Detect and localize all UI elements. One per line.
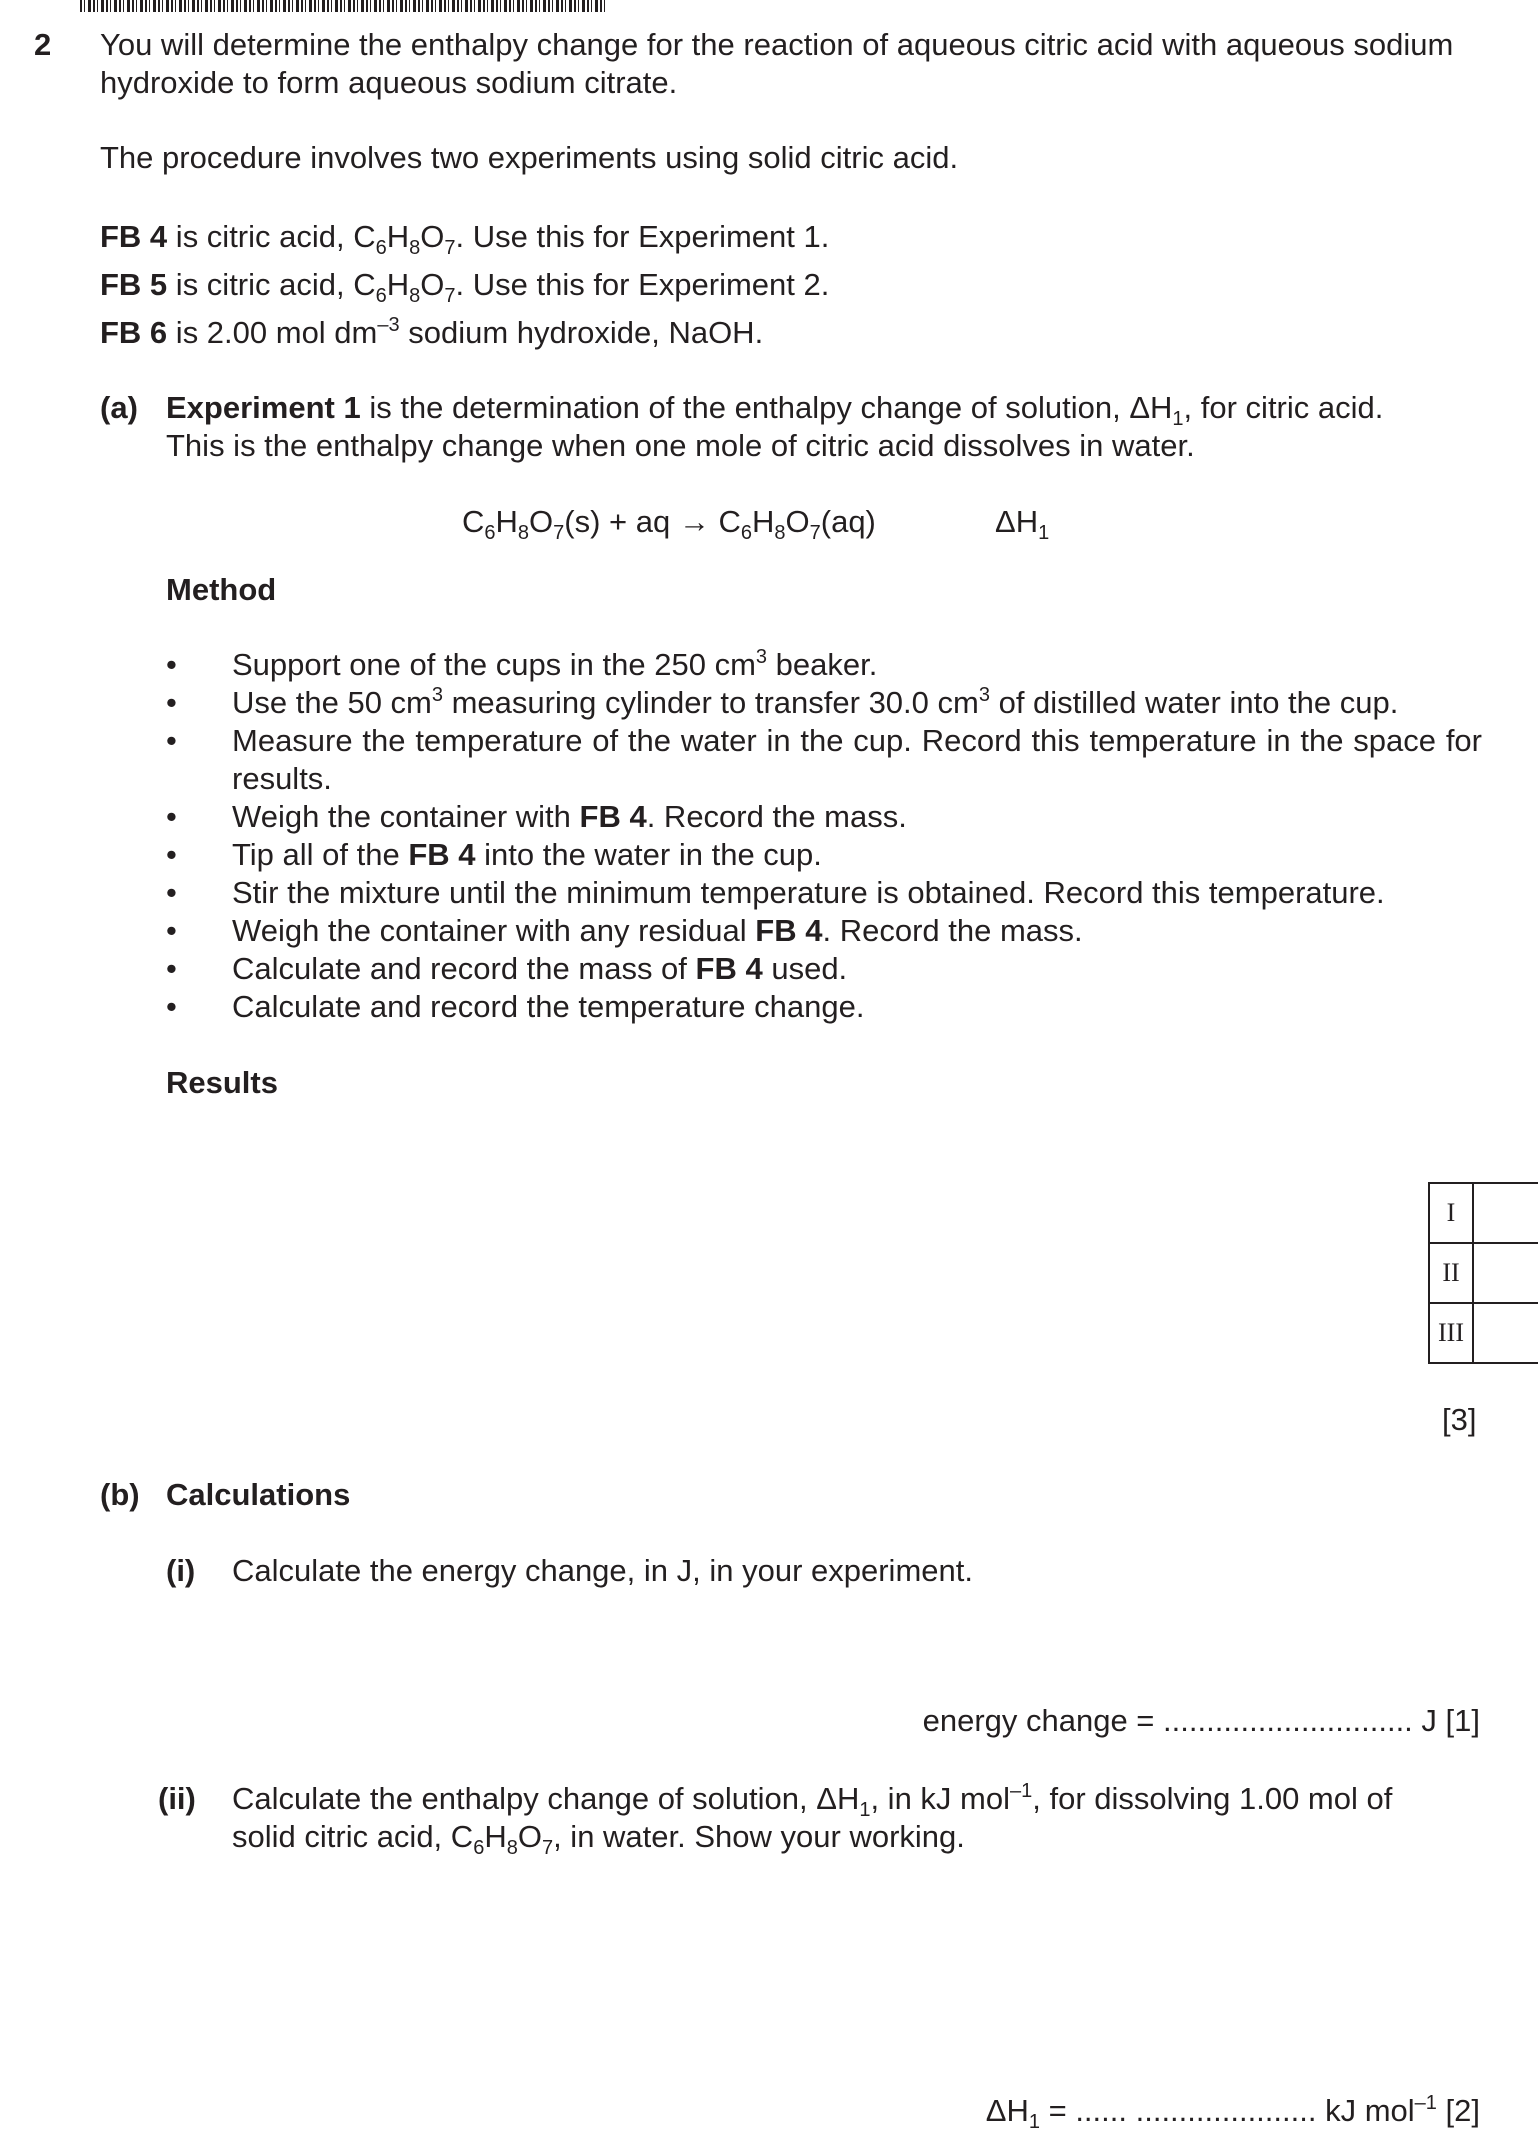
reagent-superscript: –3: [377, 314, 400, 336]
procedure-text: The procedure involves two experiments using solid citric acid.: [100, 140, 959, 175]
results-heading: Results: [166, 1065, 278, 1100]
reagent-use: . Use this for Experiment 1.: [455, 219, 830, 254]
reagent-desc: is citric acid, C: [167, 219, 376, 254]
bullet-icon: •: [166, 723, 177, 758]
answer-dots: = ...... ..................... kJ mol: [1039, 2093, 1415, 2128]
part-b-i-working-space[interactable]: [232, 1600, 1472, 1690]
energy-change-answer-line[interactable]: energy change = ............................. J [1]: [922, 1703, 1480, 1738]
part-b-ii-working-space[interactable]: [232, 1870, 1472, 2070]
reagent-name: sodium hydroxide, NaOH.: [399, 315, 764, 350]
part-a-lead-text: is the determination of the enthalpy change of solution, ΔH: [360, 390, 1173, 425]
bullet-icon: •: [166, 685, 177, 720]
method-step: Weigh the container with FB 4. Record the mass.: [232, 799, 907, 834]
bullet-icon: •: [166, 647, 177, 682]
method-step: Calculate and record the temperature change.: [232, 989, 865, 1024]
delta-h-symbol: ΔH: [985, 2093, 1029, 2128]
results-answer-space[interactable]: [166, 1110, 1406, 1430]
bullet-icon: •: [166, 913, 177, 948]
mark-box: [1473, 1183, 1538, 1243]
method-step: Weigh the container with any residual FB 4. Record the mass.: [232, 913, 1083, 948]
reagent-code: FB 5: [100, 267, 168, 302]
reagent-fb5: FB 5 is citric acid, $C_6H_8O_7$. Use this for Experiment 2.: [100, 267, 830, 307]
part-b-ii-text-e: , in water. Show your working.: [553, 1819, 965, 1854]
mark-box: [1473, 1243, 1538, 1303]
method-step: Measure the temperature of the water in the cup. Record this temperature in the space for results.: [232, 723, 1482, 796]
part-a-lead: Experiment 1 is the determination of the enthalpy change of solution, $\Delta H_1$, for citric acid.: [166, 390, 1384, 430]
reagent-fb6: [100, 314, 763, 352]
equation: $C_6H_8O_7(s)$ + aq → $C_6H_8O_7(aq)$: [462, 504, 876, 544]
marking-row: [1429, 1303, 1538, 1363]
part-b-i-label: (i): [166, 1553, 196, 1588]
reagent-fb4: FB 4 is citric acid, $C_6H_8O_7$. Use this for Experiment 1.: [100, 219, 830, 259]
marking-row: [1429, 1243, 1538, 1303]
part-a-label: (a): [100, 390, 138, 425]
reagent-code: FB 4: [100, 219, 168, 254]
bullet-icon: •: [166, 875, 177, 910]
question-number: 2: [34, 27, 52, 62]
part-a-marks: [3]: [1442, 1402, 1477, 1437]
method-step: Support one of the cups in the 250 $cm^3$ beaker.: [232, 646, 878, 682]
experiment-label: Experiment 1: [166, 390, 361, 425]
part-b-ii-text-d: solid citric acid, C: [232, 1819, 474, 1854]
part-b-ii-text-c: , for dissolving 1.00 mol of: [1032, 1781, 1393, 1816]
part-b-ii-marks: [2]: [1436, 2093, 1480, 2128]
part-b-ii-text-a: Calculate the enthalpy change of solution, ΔH: [232, 1781, 860, 1816]
method-step: Calculate and record the mass of FB 4 used.: [232, 951, 848, 986]
method-heading: Method: [166, 572, 277, 607]
barcode: [80, 0, 605, 12]
part-a-line2: This is the enthalpy change when one mole of citric acid dissolves in water.: [166, 428, 1195, 463]
mark-label: I: [1429, 1183, 1473, 1243]
part-b-heading: Calculations: [166, 1477, 351, 1512]
delta-h-symbol: ΔH: [995, 504, 1039, 539]
marking-grid: [1428, 1182, 1538, 1364]
reagent-code: FB 6: [100, 315, 168, 350]
delta-h1-answer-line[interactable]: $\Delta H_1$ = ...... ..................... kJ mol$^{-1}$ [2]: [985, 2092, 1480, 2133]
bullet-icon: •: [166, 989, 177, 1024]
intro-text: You will determine the enthalpy change for the reaction of aqueous citric acid with aqueous sodium hydroxide to form aqueous sodium citrate.: [100, 27, 1454, 100]
part-b-ii-label: (ii): [158, 1781, 196, 1816]
bullet-icon: •: [166, 799, 177, 834]
method-step: Stir the mixture until the minimum temperature is obtained. Record this temperature.: [232, 875, 1385, 910]
mark-box: [1473, 1303, 1538, 1363]
method-step: Use the 50 $cm^3$ measuring cylinder to transfer 30.0 $cm^3$ of distilled water into the cup.: [232, 684, 1399, 720]
reagent-use: . Use this for Experiment 2.: [455, 267, 830, 302]
part-b-ii-text-b: , in kJ mol: [870, 1781, 1010, 1816]
method-step: Tip all of the FB 4 into the water in the cup.: [232, 837, 822, 872]
mark-label: III: [1429, 1303, 1473, 1363]
bullet-icon: •: [166, 837, 177, 872]
equation-symbol: $\Delta H_1$: [995, 504, 1050, 544]
part-b-i-text: Calculate the energy change, in J, in your experiment.: [232, 1553, 973, 1588]
bullet-icon: •: [166, 951, 177, 986]
reagent-desc: is 2.00 mol dm: [167, 315, 378, 350]
reagent-desc: is citric acid, C: [167, 267, 376, 302]
part-a-lead-tail: , for citric acid.: [1183, 390, 1384, 425]
mark-label: II: [1429, 1243, 1473, 1303]
marking-row: [1429, 1183, 1538, 1243]
part-b-label: (b): [100, 1477, 140, 1512]
part-b-ii-line1: Calculate the enthalpy change of solution, $\Delta H_1$, in kJ mol$^{-1}$, for dissolving 1.00 mol of: [232, 1780, 1393, 1821]
part-b-ii-line2: solid citric acid, $C_6H_8O_7$, in water. Show your working.: [232, 1819, 965, 1859]
